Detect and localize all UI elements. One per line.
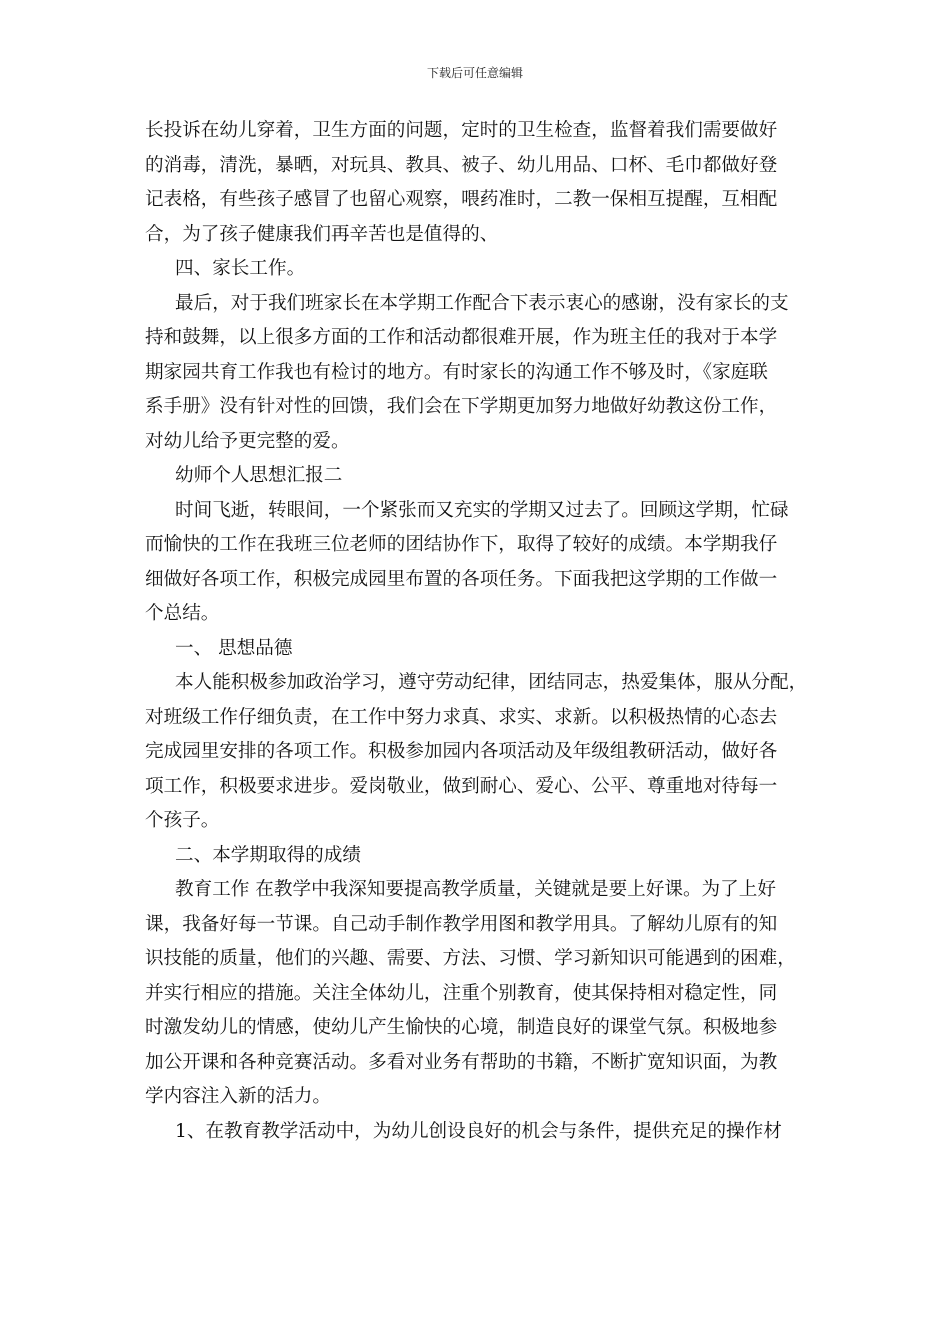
text-line: 完成园里安排的各项工作。积极参加园内各项活动及年级组教研活动，做好各 (145, 741, 778, 762)
text-line: 项工作，积极要求进步。爱岗敬业，做到耐心、爱心、公平、尊重地对待每一 (145, 775, 778, 797)
text-line: 的消毒，清洗，暴晒，对玩具、教具、被子、幼儿用品、口杯、毛巾都做好登 (145, 154, 778, 176)
text-line: 个总结。 (145, 603, 220, 624)
text-line: 识技能的质量，他们的兴趣、需要、方法、习惯、学习新知识可能遇到的困难， (145, 948, 796, 969)
text-line: 学内容注入新的活力。 (145, 1086, 331, 1107)
document-body (145, 114, 810, 1149)
text-line: 二、本学期取得的成绩 (175, 844, 361, 866)
text-line: 并实行相应的措施。关注全体幼儿，注重个别教育，使其保持相对稳定性，同 (145, 982, 778, 1004)
text-line: 个孩子。 (145, 810, 220, 831)
text-line: 时激发幼儿的情感，使幼儿产生愉快的心境，制造良好的课堂气氛。积极地参 (145, 1017, 778, 1038)
text-line: 合，为了孩子健康我们再辛苦也是值得的、 (145, 223, 499, 245)
text-line: 四、家长工作。 (175, 258, 306, 279)
text-line: 持和鼓舞，以上很多方面的工作和活动都很难开展，作为班主任的我对于本学 (145, 327, 778, 348)
text-line: 系手册》没有针对性的回馈，我们会在下学期更加努力地做好幼教这份工作， (145, 396, 778, 417)
text-line: 最后，对于我们班家长在本学期工作配合下表示衷心的感谢，没有家长的支 (175, 292, 789, 314)
text-line: 本人能积极参加政治学习，遵守劳动纪律，团结同志，热爱集体，服从分配， (175, 672, 808, 693)
text-line: 期家园共育工作我也有检讨的地方。有时家长的沟通工作不够及时，《家庭联 (145, 361, 768, 383)
text-line: 教育工作 在教学中我深知要提高教学质量，关键就是要上好课。为了上好 (175, 879, 776, 900)
text-line: 记表格，有些孩子感冒了也留心观察，喂药准时，二教一保相互提醒，互相配 (145, 189, 778, 210)
text-line: 细做好各项工作，积极完成园里布置的各项任务。下面我把这学期的工作做一 (145, 568, 778, 590)
text-line: 对幼儿给予更完整的爱。 (145, 430, 350, 452)
page-header-note: 下载后可任意编辑 (426, 66, 523, 80)
text-line: 对班级工作仔细负责，在工作中努力求真、求实、求新。以积极热情的心态去 (145, 706, 778, 728)
text-line: 幼师个人思想汇报二 (175, 465, 343, 486)
text-line: 时间飞逝，转眼间，一个紧张而又充实的学期又过去了。回顾这学期，忙碌 (175, 499, 789, 521)
text-line: 而愉快的工作在我班三位老师的团结协作下，取得了较好的成绩。本学期我仔 (145, 534, 778, 555)
text-line: 课，我备好每一节课。自己动手制作教学用图和教学用具。了解幼儿原有的知 (145, 913, 778, 935)
text-line: 1、在教育教学活动中，为幼儿创设良好的机会与条件，提供充足的操作材 (175, 1120, 782, 1142)
text-line: 加公开课和各种竞赛活动。多看对业务有帮助的书籍，不断扩宽知识面，为教 (145, 1051, 778, 1073)
text-line: 一、 思想品德 (175, 637, 293, 659)
text-line: 长投诉在幼儿穿着，卫生方面的问题，定时的卫生检查，监督着我们需要做好 (145, 120, 778, 141)
